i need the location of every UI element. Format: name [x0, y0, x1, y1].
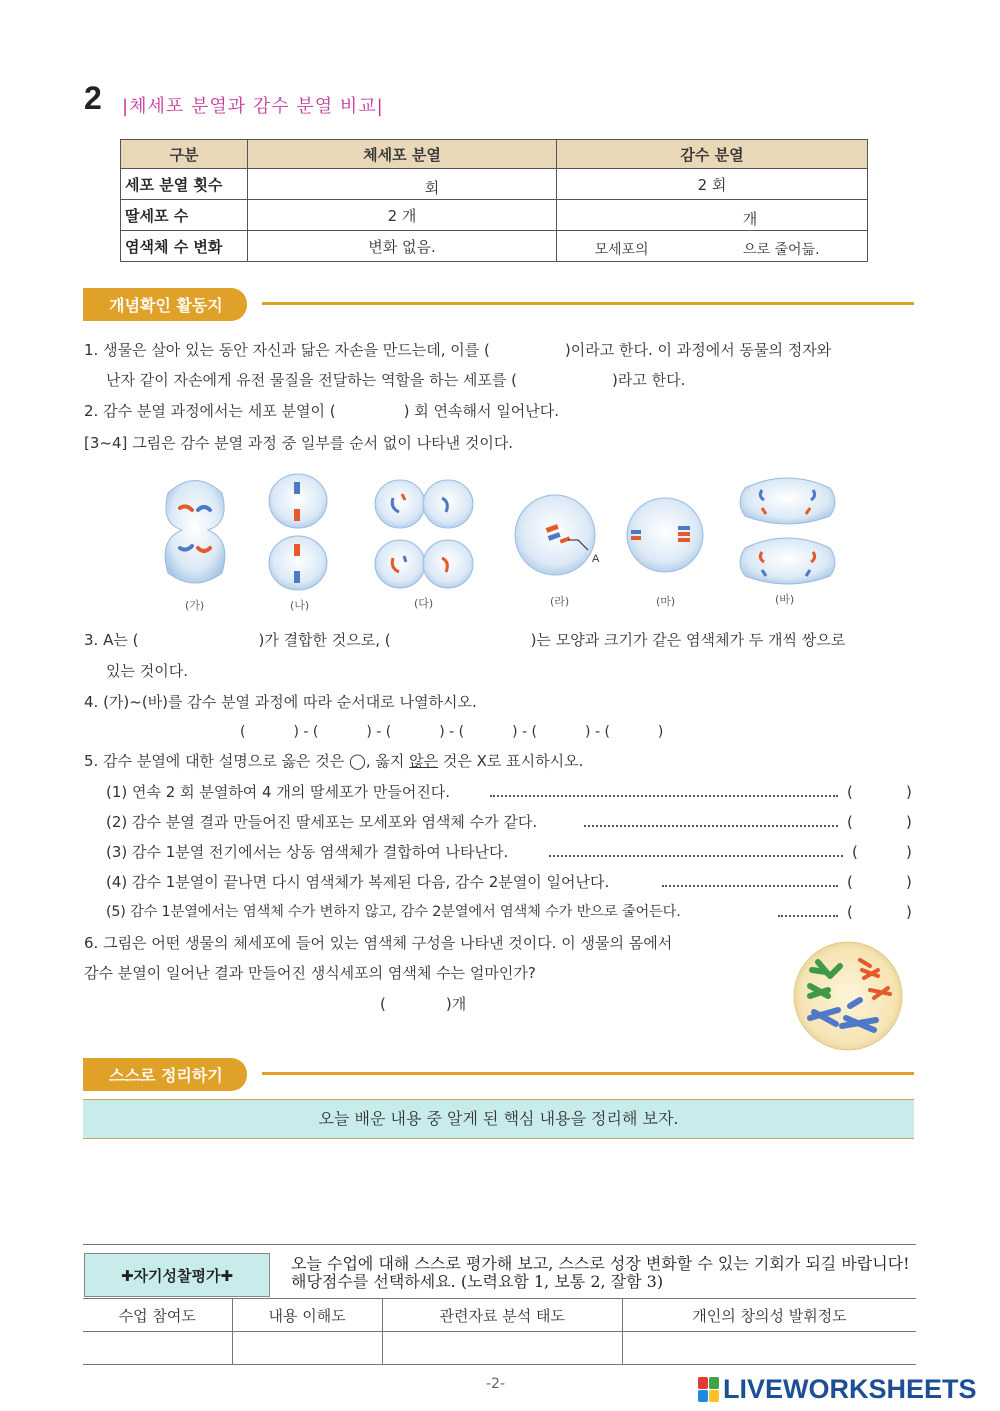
answer-cell[interactable]: [557, 231, 868, 262]
summary-prompt: 오늘 배운 내용 중 알게 된 핵심 내용을 정리해 보자.: [83, 1099, 914, 1139]
question-2: [84, 401, 559, 421]
brand-logo[interactable]: [698, 1374, 977, 1405]
instruction-line: 오늘 수업에 대해 스스로 평가해 보고, 스스로 성장 변화할 수 있는 기회가 되길 바랍니다!: [291, 1254, 910, 1273]
sequence-bracket: ) - (: [366, 724, 392, 740]
table-header: 체세포 분열: [248, 140, 557, 169]
answer-cell[interactable]: [557, 200, 868, 231]
figure-label-da: (다): [414, 597, 434, 610]
brand-name: LIVEWORKSHEETS: [723, 1374, 977, 1404]
cell-text: 모세포의: [594, 242, 649, 258]
self-eval-instructions: [291, 1255, 910, 1291]
table-header: 감수 분열: [557, 140, 868, 169]
page-number: -2-: [486, 1376, 506, 1392]
question-3-line-2: 있는 것이다.: [106, 662, 188, 680]
banner-divider: [262, 1072, 914, 1075]
question-text: 1. 생물은 살아 있는 동안 자신과 닮은 자손을 만드는데, 이를 (: [84, 341, 490, 359]
question-text: )이라고 한다. 이 과정에서 동물의 정자와: [564, 341, 832, 359]
liveworksheets-icon: [698, 1377, 720, 1403]
cell-text: 회: [424, 178, 440, 197]
instruction-line: 해당점수를 선택하세요. (노력요함 1, 보통 2, 잘함 3): [291, 1272, 664, 1291]
question-4-sequence: [240, 722, 663, 742]
question-text: )라고 한다.: [612, 371, 686, 389]
question-text: 2. 감수 분열 과정에서는 세포 분열이 (: [84, 402, 336, 420]
cell-text: 개: [742, 209, 758, 228]
meiosis-figures: [150, 468, 850, 613]
ox-item-4: (4) 감수 1분열이 끝나면 다시 염색체가 복제된 다음, 감수 2분열이 일어난다.: [106, 873, 610, 891]
ox-bracket-close: ): [906, 813, 912, 831]
ox-bracket-open: (: [847, 813, 853, 831]
sequence-bracket: ) - (: [293, 724, 319, 740]
table-header: 구분: [121, 140, 248, 169]
question-6-answer: [380, 994, 466, 1014]
answer-cell[interactable]: [248, 169, 557, 200]
ox-answer-5[interactable]: [857, 900, 905, 922]
table-row: [121, 169, 868, 200]
ox-bracket-close: ): [906, 873, 912, 891]
leader-dots: [778, 915, 838, 917]
question-text: 3. A는 (: [84, 631, 139, 649]
question-1-line-2: [106, 370, 685, 390]
comparison-table: [120, 139, 868, 262]
summary-banner: 스스로 정리하기: [83, 1058, 247, 1091]
cell-na: [269, 474, 327, 590]
question-3-4-intro: [3~4] 그림은 감수 분열 과정 중 일부를 순서 없이 나타낸 것이다.: [84, 434, 514, 452]
ox-answer-3[interactable]: [862, 840, 906, 862]
sequence-bracket: ): [657, 724, 664, 740]
section-number: 2: [84, 80, 102, 116]
question-6-line-1: 6. 그림은 어떤 생물의 체세포에 들어 있는 염색체 구성을 나타낸 것이다. 이 생물의 몸에서: [84, 934, 673, 952]
score-cell-understanding[interactable]: [232, 1332, 382, 1365]
ox-bracket-open: (: [847, 873, 853, 891]
cell-ga: [165, 481, 225, 584]
cell-text: 으로 줄어듦.: [743, 242, 820, 258]
figure-label-na: (나): [290, 599, 310, 612]
table-row: [121, 200, 868, 231]
sequence-bracket: ) - (: [439, 724, 465, 740]
question-5: [84, 751, 583, 771]
table-header-row: [121, 140, 868, 169]
sequence-bracket: ) - (: [585, 724, 610, 740]
ox-bracket-close: ): [906, 843, 912, 861]
figure-label-ba: (바): [775, 593, 795, 606]
question-text: 5. 감수 분열에 대한 설명으로 옳은 것은 ◯, 옳지: [84, 752, 410, 770]
score-cell-creativity[interactable]: [622, 1332, 916, 1365]
table-cell: 2 개: [248, 200, 557, 231]
question-text: ) 회 연속해서 일어난다.: [403, 402, 559, 420]
question-text: 난자 같이 자손에게 유전 물질을 전달하는 역할을 하는 세포를 (: [106, 371, 518, 389]
leader-dots: [490, 795, 838, 797]
self-eval-tag: ✚자기성찰평가✚: [84, 1253, 270, 1297]
leader-dots: [549, 855, 843, 857]
ox-bracket-open: (: [852, 843, 858, 861]
ox-item-5: (5) 감수 1분열에서는 염색체 수가 변하지 않고, 감수 2분열에서 염색체 수가 반으로 줄어든다.: [106, 904, 681, 920]
row-label: 염색체 수 변화: [121, 231, 248, 262]
figure-label-ra: (라): [550, 595, 570, 608]
table-header-row: [83, 1299, 916, 1332]
ox-bracket-open: (: [847, 783, 853, 801]
eval-column-header: 내용 이해도: [232, 1299, 382, 1332]
ox-item-2: (2) 감수 분열 결과 만들어진 딸세포는 모세포와 염색체 수가 같다.: [106, 813, 538, 831]
cell-ma: [627, 498, 703, 572]
activity-banner: 개념확인 활동지: [83, 288, 247, 321]
self-eval-table: [83, 1298, 916, 1365]
sequence-bracket: ) - (: [512, 724, 538, 740]
cell-ra: [515, 495, 595, 575]
chromosome-cell-figure: [790, 940, 910, 1055]
leader-dots: [662, 885, 838, 887]
answer-bracket: )개: [445, 995, 467, 1013]
figure-label-ma: (마): [656, 595, 676, 608]
sequence-bracket: (: [240, 724, 246, 740]
banner-divider: [262, 302, 914, 305]
table-row: [83, 1332, 916, 1365]
question-3-line-1: [84, 630, 845, 650]
table-row: [121, 231, 868, 262]
eval-column-header: 관련자료 분석 태도: [382, 1299, 622, 1332]
figure-pointer-label: A: [592, 553, 600, 565]
question-text: )가 결합한 것으로, (: [258, 631, 391, 649]
table-cell: 변화 없음.: [248, 231, 557, 262]
question-text: 것은 X로 표시하시오.: [438, 752, 584, 770]
ox-bracket-close: ): [906, 903, 912, 921]
question-text: )는 모양과 크기가 같은 염색체가 두 개씩 쌍으로: [530, 631, 846, 649]
cell-ba: [740, 478, 835, 584]
score-cell-participation[interactable]: [83, 1332, 232, 1365]
ox-answer-2[interactable]: [857, 810, 905, 832]
question-4: 4. (가)~(바)를 감수 분열 과정에 따라 순서대로 나열하시오.: [84, 693, 477, 711]
question-underlined: 않은: [409, 752, 439, 770]
row-label: 세포 분열 횟수: [121, 169, 248, 200]
ox-item-3: (3) 감수 1분열 전기에서는 상동 염색체가 결합하여 나타난다.: [106, 843, 509, 861]
ox-answer-1[interactable]: [857, 780, 905, 802]
cell-da: [375, 480, 473, 588]
leader-dots: [584, 825, 838, 827]
section-title: |체세포 분열과 감수 분열 비교|: [122, 96, 384, 117]
eval-top-rule: [83, 1244, 916, 1245]
figure-label-ga: (가): [185, 599, 205, 612]
ox-bracket-close: ): [906, 783, 912, 801]
ox-item-1: (1) 연속 2 회 분열하여 4 개의 딸세포가 만들어진다.: [106, 783, 451, 801]
answer-bracket: (: [380, 995, 386, 1013]
question-1-line-1: [84, 340, 831, 360]
table-cell: 2 회: [557, 169, 868, 200]
ox-bracket-open: (: [847, 903, 853, 921]
eval-column-header: 개인의 창의성 발휘정도: [622, 1299, 916, 1332]
question-6-line-2: 감수 분열이 일어난 결과 만들어진 생식세포의 염색체 수는 얼마인가?: [84, 964, 536, 982]
row-label: 딸세포 수: [121, 200, 248, 231]
score-cell-analysis[interactable]: [382, 1332, 622, 1365]
eval-column-header: 수업 참여도: [83, 1299, 232, 1332]
ox-answer-4[interactable]: [857, 870, 905, 892]
